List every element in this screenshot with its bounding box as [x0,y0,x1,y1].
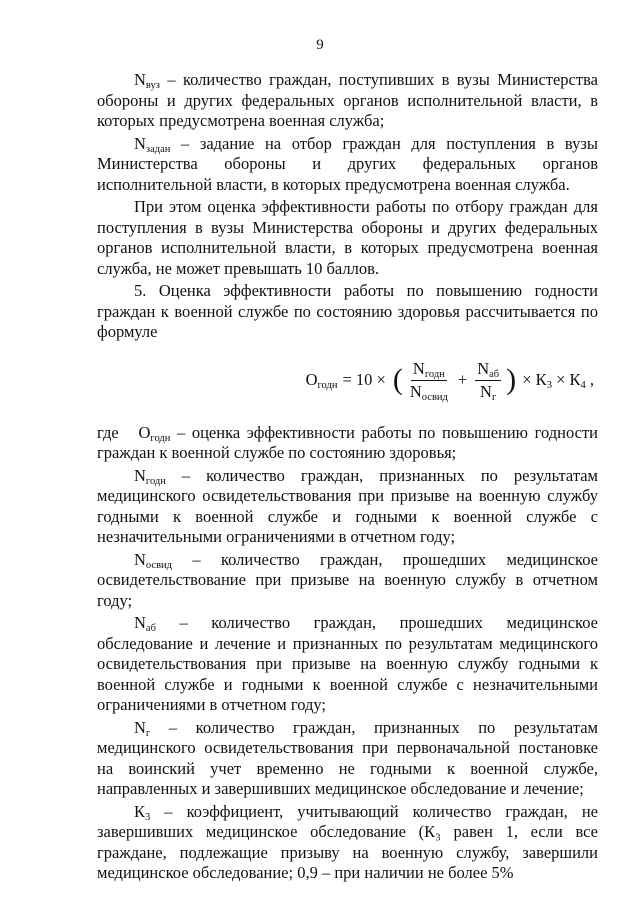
definition-text: – задание на отбор граждан для поступления в вузы Министерства обороны и других федеральных органов исполнительной власти, в которых предусмотрена военная служба. [97,133,598,194]
definition-k3 [97,802,598,884]
page-number: 9 [316,37,324,53]
symbol-subscript: аб [145,623,156,634]
symbol-subscript: г [145,727,151,739]
symbol: N [134,549,146,569]
definition-n-vuz [97,70,598,132]
definition-text: – количество граждан, поступивших в вузы Министерства обороны и других федеральных органов исполнительной власти, в которых предусмотрена военная служба; [97,70,598,130]
definition-text: – коэффициент, учитывающий количество граждан, не завершивших медицинское обследование (К₃ равен 1, если все граждане, подлежащие призыву на военную службу, завершили медицинское обследование; 0,9 – при наличии не более 5% [97,801,598,882]
symbol-subscript: освид [145,559,173,571]
formula-fraction-2 [475,360,501,401]
symbol-subscript: 3 [145,811,151,823]
definition-n-osvid [97,550,598,612]
definition-text: – количество граждан, прошедших медицинское освидетельствование при призыве на военную службу в отчетном году; [97,549,598,610]
definition-text: – оценка эффективности работы по повышению годности граждан к военной службе по состоянию здоровья; [97,422,598,462]
definition-n-godn [97,466,598,548]
symbol-subscript: вуз [145,80,160,91]
fraction-denominator: $N_г$ [480,382,497,403]
formula-fraction-1 [408,360,450,401]
symbol: К [134,801,146,821]
symbol: О [138,422,151,442]
definition-n-g [97,718,598,800]
formula [97,345,598,417]
fraction-numerator: $N_{годн}$ [412,359,445,380]
symbol: N [134,613,146,632]
formula-paren-close: ) [506,362,517,396]
fraction-numerator: $N_{аб}$ [477,359,500,380]
symbol-subscript: годн [145,475,166,487]
formula-equals: = 10 × [342,370,386,390]
symbol: N [134,70,146,89]
definition-text: – количество граждан, прошедших медицинское обследование и лечение и признанных по результатам медицинского освидетельствования при призыве на военную службу годными к военной службе и годными к военной службе с незначительными ограничениями в отчетном году; [97,613,598,714]
formula-coefficients: × $К_3 \times К_4$ , [522,370,594,392]
formula-where: где $О_{годн}$ – оценка эффективности работы по повышению годности граждан к военной службе по состоянию здоровья; [97,422,598,462]
symbol: N [134,717,146,737]
definition-text: – количество граждан, признанных по результатам медицинского освидетельствования при призыве на военную службу годными к военной службе и годными к военной службе с незначительными ограничениями в отчетном году; [97,465,598,546]
paragraph-score-limit: При этом оценка эффективности работы по отбору граждан для поступления в вузы Министерства обороны и других федеральных органов исполнительной власти, в которых предусмотрена военная служба, не может превышать 10 баллов. [97,197,598,278]
definition-n-zadan [97,134,598,196]
symbol-subscript: задан [145,143,171,155]
definition-n-ab [97,613,598,716]
document-body [97,70,598,886]
symbol-subscript: годн [150,432,171,444]
paragraph-item-5: 5. Оценка эффективности работы по повышению годности граждан к военной службе по состоянию здоровья рассчитывается по формуле [97,281,598,341]
formula-paren-open: ( [392,362,403,396]
formula-plus: + [457,370,468,390]
fraction-denominator: $N_{освид}$ [409,382,448,403]
formula-lhs: $О_{годн}$ [305,370,338,392]
symbol: N [134,465,146,485]
symbol: N [134,133,146,153]
definition-text: – количество граждан, признанных по результатам медицинского освидетельствования при первоначальной постановке на воинский учет временно не годными к военной службе, направленных и завершивших медицинское обследование и лечение; [97,717,598,798]
